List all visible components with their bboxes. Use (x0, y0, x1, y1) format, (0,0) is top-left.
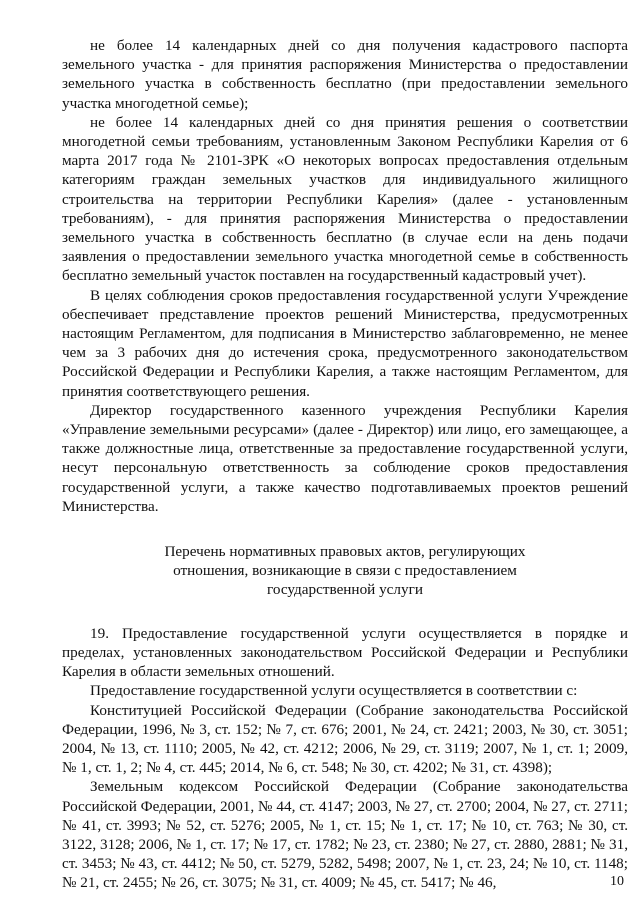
paragraph-basis-intro: Предоставление государственной услуги осуществляется в соответствии с: (90, 682, 578, 700)
page-number: 10 (610, 874, 624, 889)
paragraph-director-responsibility: Директор государственного казенного учреждения Республики Карелия «Управление земельными ресурсами» (далее - Директор) или лицо, его замещающее, а также должностные лица, ответственные за предоставление государственной услуги, несут персональную ответственность за соблюдение сроков предоставления государственной услуги, а также качество подготавливаемых проектов решений Министерства. (62, 401, 628, 515)
section-heading-line: отношения, возникающие в связи с предоставлением (173, 562, 517, 580)
paragraph-land-code-reference: Земельным кодексом Российской Федерации (Собрание законодательства Российской Федерации, 2001, № 44, ст. 4147; 2003, № 27, ст. 2700; 2004, № 27, ст. 2711; № 41, ст. 3993; № 52, ст. 5276; 2005, № 1, ст. 15; № 1, ст. 17; № 10, ст. 763; № 30, ст. 3122, 3128; 2006, № 1, ст. 17; № 17, ст. 1782; № 23, ст. 2380; № 27, ст. 2880, 2881; № 31, ст. 3453; № 43, ст. 4412; № 50, ст. 5279, 5282, 5498; 2007, № 1, ст. 23, 24; № 10, ст. 1148; № 21, ст. 2455; № 26, ст. 3075; № 31, ст. 4009; № 45, ст. 5417; № 46, (62, 778, 628, 892)
paragraph-deadline-large-family-decision: не более 14 календарных дней со дня принятия решения о соответствии многодетной семьи требованиям, установленным Законом Республики Карелия от 6 марта 2017 года № 2101-ЗРК «О некоторых вопросах предоставления отдельным категориям граждан земельных участков для индивидуального жилищного строительства на территории Республики Карелия» (далее - установленным требованиям), - для принятия распоряжения Министерства о предоставлении земельного участка в собственность бесплатно (в случае если на день подачи заявления о предоставлении земельного участка многодетной семье в собственность бесплатно земельный участок поставлен на государственный кадастровый учет). (62, 113, 628, 285)
paragraph-timeliness-obligation: В целях соблюдения сроков предоставления государственной услуги Учреждение обеспечивает представление проектов решений Министерства, предусмотренных настоящим Регламентом, для подписания в Министерство заблаговременно, не менее чем за 3 рабочих дня до истечения срока, предусмотренного законодательством Российской Федерации и Республики Карелия, а также настоящим Регламентом, для принятия соответствующего решения. (62, 286, 628, 400)
paragraph-constitution-reference: Конституцией Российской Федерации (Собрание законодательства Российской Федерации, 1996, № 3, ст. 152; № 7, ст. 676; 2001, № 24, ст. 2421; 2003, № 30, ст. 3051; 2004, № 13, ст. 1110; 2005, № 42, ст. 4212; 2006, № 29, ст. 3119; 2007, № 1, ст. 1; 2009, № 1, ст. 1, 2; № 4, ст. 445; 2014, № 6, ст. 548; № 30, ст. 4202; № 31, ст. 4398); (62, 701, 628, 777)
section-heading (62, 542, 628, 600)
paragraph-deadline-cadastral-passport: не более 14 календарных дней со дня получения кадастрового паспорта земельного участка - для принятия распоряжения Министерства о предоставлении земельного участка в собственность бесплатно (при предоставлении земельного участка многодетной семье); (62, 37, 628, 112)
section-heading-line: государственной услуги (267, 581, 423, 599)
document-page (62, 36, 628, 893)
section-heading-line: Перечень нормативных правовых актов, регулирующих (164, 543, 526, 561)
paragraph-item-19: 19. Предоставление государственной услуги осуществляется в порядке и пределах, установленных законодательством Российской Федерации и Республики Карелия в области земельных отношений. (62, 624, 628, 681)
